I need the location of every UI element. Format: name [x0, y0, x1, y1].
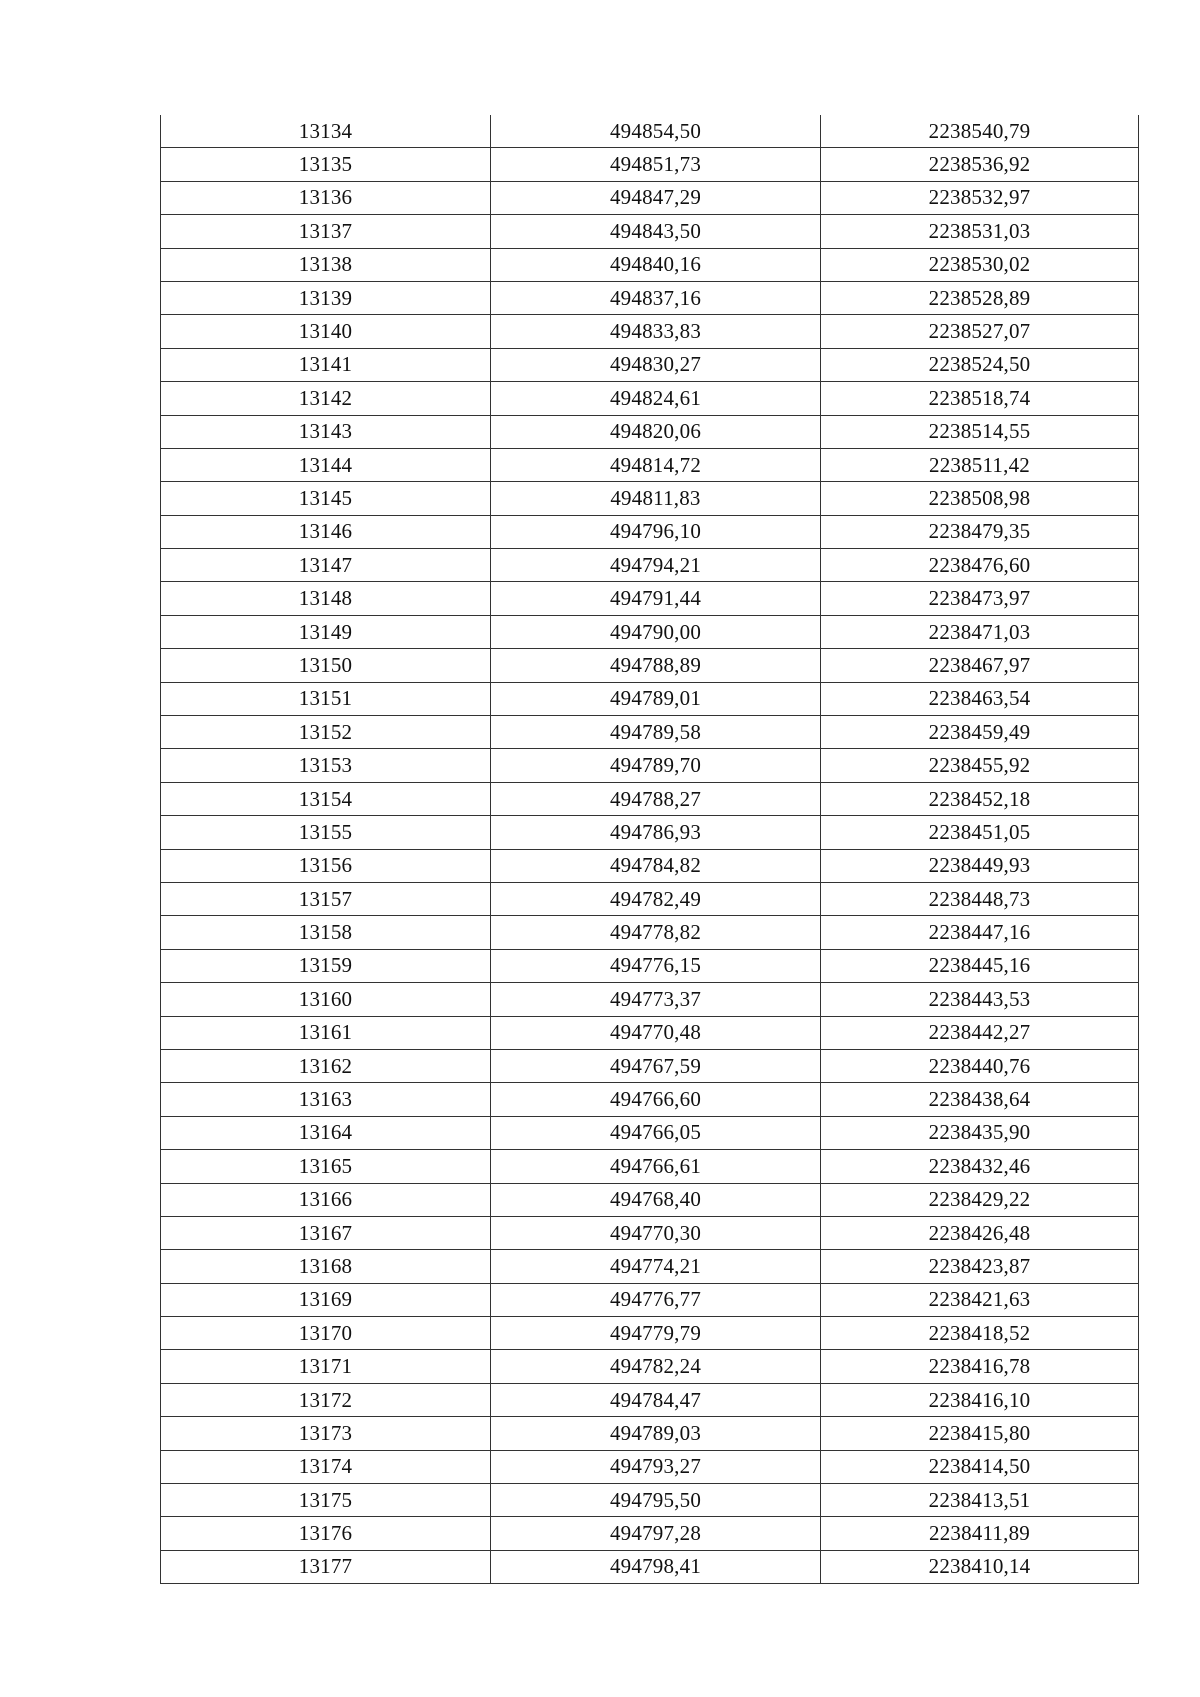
x-coordinate-cell: 494793,27	[491, 1450, 821, 1483]
x-coordinate-cell: 494784,82	[491, 849, 821, 882]
table-row	[161, 983, 1139, 1016]
x-coordinate-cell: 494776,77	[491, 1283, 821, 1316]
table-row	[161, 1016, 1139, 1049]
y-coordinate-cell: 2238511,42	[821, 448, 1139, 481]
y-coordinate-cell: 2238473,97	[821, 582, 1139, 615]
x-coordinate-cell: 494778,82	[491, 916, 821, 949]
point-number-cell: 13148	[161, 582, 491, 615]
point-number-cell: 13177	[161, 1550, 491, 1583]
x-coordinate-cell: 494798,41	[491, 1550, 821, 1583]
y-coordinate-cell: 2238423,87	[821, 1250, 1139, 1283]
table-row	[161, 1183, 1139, 1216]
table-row	[161, 248, 1139, 281]
x-coordinate-cell: 494786,93	[491, 816, 821, 849]
x-coordinate-cell: 494820,06	[491, 415, 821, 448]
point-number-cell: 13142	[161, 382, 491, 415]
point-number-cell: 13140	[161, 315, 491, 348]
point-number-cell: 13154	[161, 782, 491, 815]
point-number-cell: 13176	[161, 1517, 491, 1550]
y-coordinate-cell: 2238536,92	[821, 148, 1139, 181]
table-row	[161, 1049, 1139, 1082]
table-row	[161, 782, 1139, 815]
table-row	[161, 415, 1139, 448]
y-coordinate-cell: 2238410,14	[821, 1550, 1139, 1583]
x-coordinate-cell: 494782,49	[491, 882, 821, 915]
point-number-cell: 13166	[161, 1183, 491, 1216]
coordinates-table-body	[161, 115, 1139, 1584]
y-coordinate-cell: 2238414,50	[821, 1450, 1139, 1483]
table-row	[161, 1517, 1139, 1550]
point-number-cell: 13174	[161, 1450, 491, 1483]
point-number-cell: 13137	[161, 215, 491, 248]
point-number-cell: 13172	[161, 1383, 491, 1416]
x-coordinate-cell: 494833,83	[491, 315, 821, 348]
y-coordinate-cell: 2238442,27	[821, 1016, 1139, 1049]
x-coordinate-cell: 494789,01	[491, 682, 821, 715]
y-coordinate-cell: 2238479,35	[821, 515, 1139, 548]
y-coordinate-cell: 2238508,98	[821, 482, 1139, 515]
x-coordinate-cell: 494770,48	[491, 1016, 821, 1049]
y-coordinate-cell: 2238438,64	[821, 1083, 1139, 1116]
table-row	[161, 882, 1139, 915]
y-coordinate-cell: 2238429,22	[821, 1183, 1139, 1216]
x-coordinate-cell: 494790,00	[491, 615, 821, 648]
table-row	[161, 1283, 1139, 1316]
y-coordinate-cell: 2238528,89	[821, 281, 1139, 314]
point-number-cell: 13150	[161, 649, 491, 682]
point-number-cell: 13155	[161, 816, 491, 849]
x-coordinate-cell: 494795,50	[491, 1484, 821, 1517]
table-row	[161, 816, 1139, 849]
x-coordinate-cell: 494851,73	[491, 148, 821, 181]
x-coordinate-cell: 494830,27	[491, 348, 821, 381]
x-coordinate-cell: 494824,61	[491, 382, 821, 415]
y-coordinate-cell: 2238448,73	[821, 882, 1139, 915]
table-row	[161, 482, 1139, 515]
table-row	[161, 949, 1139, 982]
y-coordinate-cell: 2238530,02	[821, 248, 1139, 281]
y-coordinate-cell: 2238432,46	[821, 1150, 1139, 1183]
table-row	[161, 448, 1139, 481]
x-coordinate-cell: 494791,44	[491, 582, 821, 615]
table-row	[161, 1383, 1139, 1416]
point-number-cell: 13170	[161, 1317, 491, 1350]
y-coordinate-cell: 2238514,55	[821, 415, 1139, 448]
x-coordinate-cell: 494837,16	[491, 281, 821, 314]
y-coordinate-cell: 2238531,03	[821, 215, 1139, 248]
coordinates-table	[160, 115, 1139, 1584]
table-row	[161, 1250, 1139, 1283]
point-number-cell: 13139	[161, 281, 491, 314]
y-coordinate-cell: 2238452,18	[821, 782, 1139, 815]
table-row	[161, 1450, 1139, 1483]
table-row	[161, 1116, 1139, 1149]
table-row	[161, 281, 1139, 314]
table-row	[161, 1083, 1139, 1116]
y-coordinate-cell: 2238421,63	[821, 1283, 1139, 1316]
x-coordinate-cell: 494814,72	[491, 448, 821, 481]
y-coordinate-cell: 2238445,16	[821, 949, 1139, 982]
y-coordinate-cell: 2238451,05	[821, 816, 1139, 849]
table-row	[161, 916, 1139, 949]
x-coordinate-cell: 494788,27	[491, 782, 821, 815]
point-number-cell: 13164	[161, 1116, 491, 1149]
x-coordinate-cell: 494797,28	[491, 1517, 821, 1550]
table-row	[161, 1150, 1139, 1183]
table-row	[161, 682, 1139, 715]
point-number-cell: 13156	[161, 849, 491, 882]
y-coordinate-cell: 2238540,79	[821, 115, 1139, 148]
x-coordinate-cell: 494766,60	[491, 1083, 821, 1116]
x-coordinate-cell: 494784,47	[491, 1383, 821, 1416]
x-coordinate-cell: 494782,24	[491, 1350, 821, 1383]
y-coordinate-cell: 2238459,49	[821, 716, 1139, 749]
x-coordinate-cell: 494847,29	[491, 181, 821, 214]
y-coordinate-cell: 2238518,74	[821, 382, 1139, 415]
point-number-cell: 13135	[161, 148, 491, 181]
point-number-cell: 13163	[161, 1083, 491, 1116]
y-coordinate-cell: 2238416,10	[821, 1383, 1139, 1416]
table-row	[161, 348, 1139, 381]
x-coordinate-cell: 494767,59	[491, 1049, 821, 1082]
point-number-cell: 13147	[161, 549, 491, 582]
table-row	[161, 749, 1139, 782]
y-coordinate-cell: 2238426,48	[821, 1216, 1139, 1249]
y-coordinate-cell: 2238443,53	[821, 983, 1139, 1016]
point-number-cell: 13153	[161, 749, 491, 782]
table-row	[161, 1317, 1139, 1350]
y-coordinate-cell: 2238411,89	[821, 1517, 1139, 1550]
x-coordinate-cell: 494796,10	[491, 515, 821, 548]
table-row	[161, 649, 1139, 682]
y-coordinate-cell: 2238476,60	[821, 549, 1139, 582]
point-number-cell: 13162	[161, 1049, 491, 1082]
point-number-cell: 13134	[161, 115, 491, 148]
table-row	[161, 515, 1139, 548]
x-coordinate-cell: 494776,15	[491, 949, 821, 982]
table-row	[161, 148, 1139, 181]
point-number-cell: 13165	[161, 1150, 491, 1183]
y-coordinate-cell: 2238435,90	[821, 1116, 1139, 1149]
x-coordinate-cell: 494766,61	[491, 1150, 821, 1183]
point-number-cell: 13138	[161, 248, 491, 281]
table-row	[161, 215, 1139, 248]
x-coordinate-cell: 494774,21	[491, 1250, 821, 1283]
point-number-cell: 13146	[161, 515, 491, 548]
point-number-cell: 13152	[161, 716, 491, 749]
point-number-cell: 13175	[161, 1484, 491, 1517]
table-row	[161, 1417, 1139, 1450]
x-coordinate-cell: 494779,79	[491, 1317, 821, 1350]
x-coordinate-cell: 494770,30	[491, 1216, 821, 1249]
point-number-cell: 13160	[161, 983, 491, 1016]
y-coordinate-cell: 2238524,50	[821, 348, 1139, 381]
table-row	[161, 849, 1139, 882]
x-coordinate-cell: 494789,58	[491, 716, 821, 749]
table-row	[161, 1350, 1139, 1383]
x-coordinate-cell: 494840,16	[491, 248, 821, 281]
point-number-cell: 13173	[161, 1417, 491, 1450]
y-coordinate-cell: 2238527,07	[821, 315, 1139, 348]
point-number-cell: 13144	[161, 448, 491, 481]
y-coordinate-cell: 2238415,80	[821, 1417, 1139, 1450]
point-number-cell: 13171	[161, 1350, 491, 1383]
x-coordinate-cell: 494766,05	[491, 1116, 821, 1149]
table-row	[161, 549, 1139, 582]
y-coordinate-cell: 2238449,93	[821, 849, 1139, 882]
x-coordinate-cell: 494843,50	[491, 215, 821, 248]
x-coordinate-cell: 494773,37	[491, 983, 821, 1016]
table-row	[161, 1550, 1139, 1583]
y-coordinate-cell: 2238532,97	[821, 181, 1139, 214]
y-coordinate-cell: 2238467,97	[821, 649, 1139, 682]
point-number-cell: 13159	[161, 949, 491, 982]
x-coordinate-cell: 494768,40	[491, 1183, 821, 1216]
point-number-cell: 13158	[161, 916, 491, 949]
table-row	[161, 582, 1139, 615]
table-row	[161, 1216, 1139, 1249]
table-row	[161, 716, 1139, 749]
y-coordinate-cell: 2238455,92	[821, 749, 1139, 782]
point-number-cell: 13149	[161, 615, 491, 648]
table-row	[161, 615, 1139, 648]
point-number-cell: 13157	[161, 882, 491, 915]
x-coordinate-cell: 494854,50	[491, 115, 821, 148]
point-number-cell: 13143	[161, 415, 491, 448]
point-number-cell: 13167	[161, 1216, 491, 1249]
x-coordinate-cell: 494811,83	[491, 482, 821, 515]
point-number-cell: 13145	[161, 482, 491, 515]
y-coordinate-cell: 2238418,52	[821, 1317, 1139, 1350]
point-number-cell: 13168	[161, 1250, 491, 1283]
table-row	[161, 382, 1139, 415]
y-coordinate-cell: 2238463,54	[821, 682, 1139, 715]
x-coordinate-cell: 494788,89	[491, 649, 821, 682]
y-coordinate-cell: 2238416,78	[821, 1350, 1139, 1383]
y-coordinate-cell: 2238447,16	[821, 916, 1139, 949]
table-row	[161, 115, 1139, 148]
x-coordinate-cell: 494794,21	[491, 549, 821, 582]
point-number-cell: 13151	[161, 682, 491, 715]
table-row	[161, 181, 1139, 214]
point-number-cell: 13141	[161, 348, 491, 381]
table-row	[161, 315, 1139, 348]
point-number-cell: 13136	[161, 181, 491, 214]
x-coordinate-cell: 494789,03	[491, 1417, 821, 1450]
x-coordinate-cell: 494789,70	[491, 749, 821, 782]
point-number-cell: 13161	[161, 1016, 491, 1049]
y-coordinate-cell: 2238471,03	[821, 615, 1139, 648]
y-coordinate-cell: 2238413,51	[821, 1484, 1139, 1517]
point-number-cell: 13169	[161, 1283, 491, 1316]
table-row	[161, 1484, 1139, 1517]
y-coordinate-cell: 2238440,76	[821, 1049, 1139, 1082]
